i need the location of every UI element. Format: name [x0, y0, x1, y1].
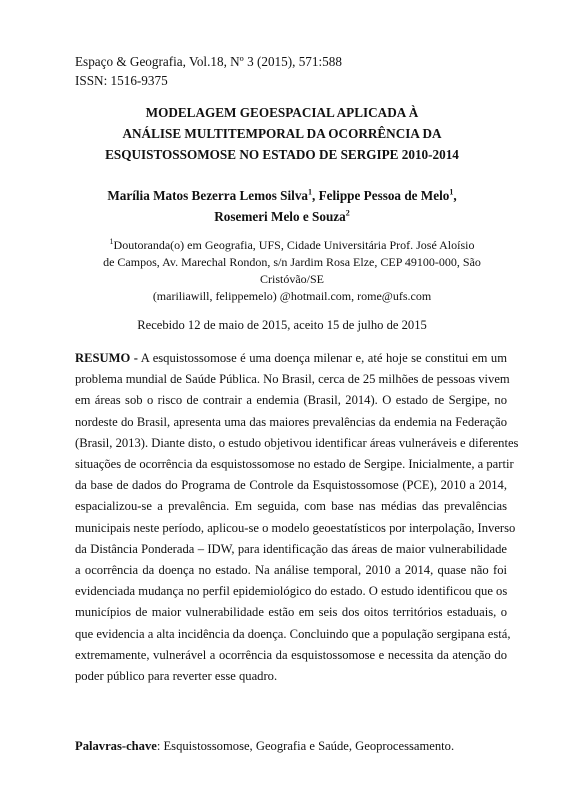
abstract-line: espacializou-se a prevalência. Em seguida, com base nas médias das prevalências — [75, 499, 507, 514]
author-affiliation-mark: 2 — [345, 208, 350, 218]
abstract-line: nordeste do Brasil, apresenta uma das maiores prevalências da endemia na Federação — [75, 414, 507, 429]
abstract-line: em áreas sob o risco de contrair a endemia (Brasil, 2014). O estado de Sergipe, no — [75, 393, 507, 408]
affiliation-mark: 1 — [109, 237, 114, 246]
author-list — [60, 185, 504, 227]
received-dates: Recebido 12 de maio de 2015, aceito 15 de julho de 2015 — [137, 318, 427, 332]
keywords — [75, 737, 507, 755]
abstract-line: que evidencia a alta incidência da doença. Concluindo que a população sergipana está, — [75, 626, 511, 641]
keywords-text: : Esquistossomose, Geografia e Saúde, Geoprocessamento. — [156, 739, 455, 753]
author-affiliation-mark: 1 — [449, 187, 454, 197]
journal-header — [75, 52, 342, 90]
abstract-line — [75, 348, 507, 369]
abstract-text: A esquistossomose é uma doença milenar e, até hoje se constitui em um — [137, 351, 508, 365]
affiliation-line: de Campos, Av. Marechal Rondon, s/n Jardim Rosa Elze, CEP 49100-000, São — [103, 255, 481, 269]
affiliation — [78, 237, 506, 305]
abstract-line: (Brasil, 2013). Diante disto, o estudo objetivou identificar áreas vulneráveis e diferentes — [75, 435, 519, 450]
author-name: Marília Matos Bezerra Lemos Silva — [107, 188, 309, 203]
abstract-line: situações de ocorrência da esquistossomose no estado de Sergipe. Inicialmente, a partir — [75, 457, 514, 472]
abstract-line: problema mundial de Saúde Pública. No Brasil, cerca de 25 milhões de pessoas vivem — [75, 372, 510, 387]
abstract-line: a ocorrência da doença no estado. Na análise temporal, 2010 a 2014, quase não foi — [75, 563, 507, 578]
journal-citation: Espaço & Geografia, Vol.18, Nº 3 (2015), 571:588 — [75, 54, 342, 69]
affiliation-line: Cristóvão/SE — [259, 272, 324, 286]
affiliation-line — [78, 237, 506, 254]
abstract-line: evidenciada mudança no perfil epidemiológico do estado. O estudo identificou que os — [75, 584, 508, 599]
author-line-2 — [60, 206, 504, 227]
journal-issn: ISSN: 1516-9375 — [75, 73, 168, 88]
abstract-line: da base de dados do Programa de Controle da Esquistossomose (PCE), 2010 a 2014, — [75, 478, 507, 493]
author-name: Felippe Pessoa de Melo — [318, 188, 450, 203]
abstract-line: municípios de maior vulnerabilidade estão em seis dos oitos territórios estaduais, o — [75, 605, 507, 620]
keywords-label: Palavras-chave — [75, 739, 157, 753]
article-title — [60, 102, 504, 165]
abstract-line: poder público para reverter esse quadro. — [75, 669, 278, 684]
abstract-label: RESUMO - — [75, 351, 138, 365]
affiliation-text: Doutoranda(o) em Geografia, UFS, Cidade Universitária Prof. José Aloísio — [113, 238, 475, 252]
affiliation-emails: (mariliawill, felippemelo) @hotmail.com, rome@ufs.com — [152, 289, 432, 303]
author-separator: , — [312, 188, 319, 203]
title-line: ESQUISTOSSOMOSE NO ESTADO DE SERGIPE 2010-2014 — [105, 147, 459, 162]
author-affiliation-mark: 1 — [308, 187, 313, 197]
title-line: MODELAGEM GEOESPACIAL APLICADA À — [145, 105, 419, 120]
author-separator: , — [453, 188, 457, 203]
abstract-line: municipais neste período, aplicou-se o modelo geoestatísticos por interpolação, Inverso — [75, 520, 516, 535]
abstract — [75, 348, 519, 687]
author-line-1 — [60, 185, 504, 206]
author-name: Rosemeri Melo e Souza — [214, 209, 346, 224]
abstract-line: da Distância Ponderada – IDW, para identificação das áreas de maior vulnerabilidade — [75, 541, 507, 556]
title-line: ANÁLISE MULTITEMPORAL DA OCORRÊNCIA DA — [122, 126, 442, 141]
abstract-line: extremamente, vulnerável a ocorrência da esquistossomose e necessita da atenção do — [75, 647, 507, 662]
